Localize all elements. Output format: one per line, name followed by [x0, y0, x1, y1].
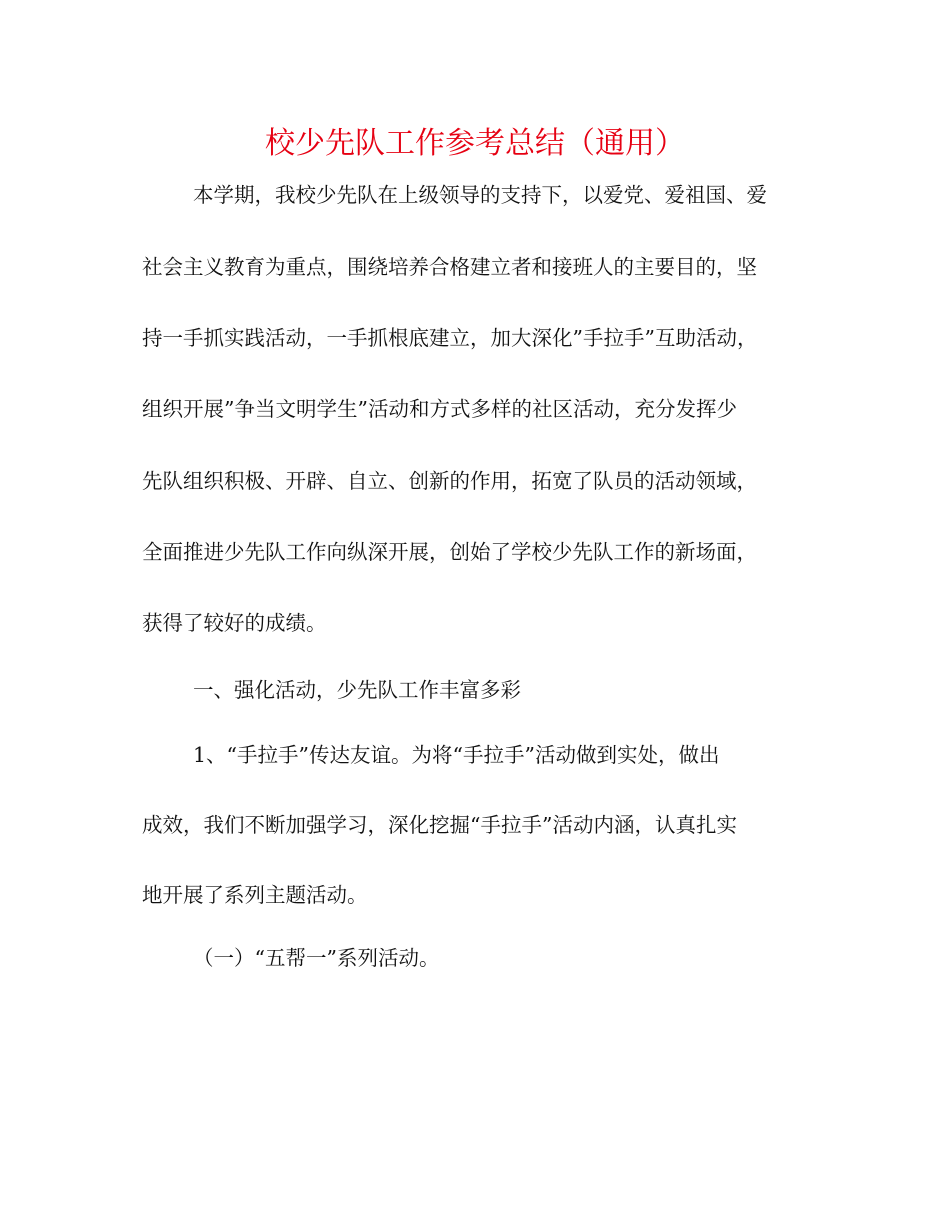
- section-heading: 一、强化活动，少先队工作丰富多彩: [193, 678, 521, 702]
- paragraph-line: 地开展了系列主题活动。: [142, 883, 368, 907]
- paragraph-line: 获得了较好的成绩。: [142, 611, 327, 635]
- paragraph-line: 本学期，我校少先队在上级领导的支持下，以爱党、爱祖国、爱: [193, 183, 767, 207]
- paragraph-line: 成效，我们不断加强学习，深化挖掘“手拉手”活动内涵，认真扎实: [142, 813, 737, 837]
- paragraph-line: 1、“手拉手”传达友谊。为将“手拉手”活动做到实处，做出: [193, 743, 720, 767]
- paragraph-line: 全面推进少先队工作向纵深开展，创始了学校少先队工作的新场面，: [142, 540, 757, 564]
- paragraph-line: 社会主义教育为重点，围绕培养合格建立者和接班人的主要目的，坚: [142, 255, 757, 279]
- paragraph-line: 组织开展”争当文明学生”活动和方式多样的社区活动，充分发挥少: [142, 397, 737, 421]
- paragraph-line: 先队组织积极、开辟、自立、创新的作用，拓宽了队员的活动领域，: [142, 469, 757, 493]
- paragraph-line: 持一手抓实践活动，一手抓根底建立，加大深化”手拉手”互助活动，: [142, 326, 758, 350]
- subsection-heading: （一）“五帮一”系列活动。: [193, 946, 440, 970]
- document-title: 校少先队工作参考总结（通用）: [265, 126, 685, 161]
